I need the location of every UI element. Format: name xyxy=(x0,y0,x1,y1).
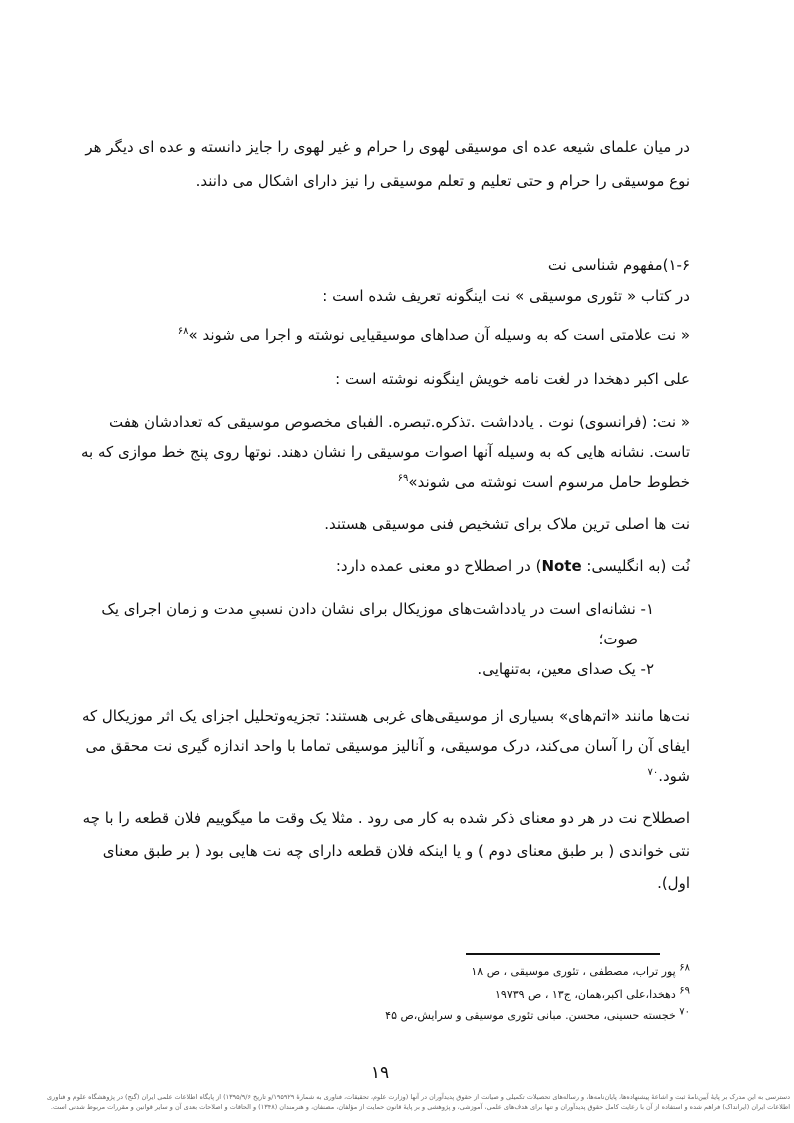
usage-line-2: نتی خواندی ( بر طبق معنای دوم ) و یا اینکه فلان قطعه دارای چه نت هایی بود ( بر طبق معنای xyxy=(102,842,690,860)
atoms-line-3 xyxy=(98,761,690,791)
definition-list xyxy=(98,594,654,684)
footnote-divider xyxy=(466,953,660,955)
atoms-line-1: نت‌ها مانند «اتم‌های» بسیاری از موسیقی‌های غربی هستند: تجزیه‌وتحلیل اجزای یک اثر موزیکال که xyxy=(81,707,690,725)
book-definition-intro: در کتاب « تئوری موسیقی » نت اینگونه تعریف شده است : xyxy=(322,287,690,305)
dehkhoda-quote-line-3 xyxy=(98,467,690,497)
dehkhoda-quote-text: خطوط حامل مرسوم است نوشته می شوند» xyxy=(408,473,690,491)
usage-line-1: اصطلاح نت در هر دو معنای ذکر شده به کار می رود . مثلا یک وقت ما میگوییم فلان قطعه را با چه xyxy=(82,809,690,827)
footnote-68 xyxy=(290,961,690,983)
list-item-2: ۲- یک صدای معین، به‌تنهایی. xyxy=(477,660,654,678)
atoms-line-2: ایفای آن را آسان می‌کند، درک موسیقی، و آنالیز موسیقی تماما با واحد اندازه گیری نت محقق می xyxy=(85,737,690,755)
copyright-footer-line-1: دسترسی به این مدرک بر پایهٔ آیین‌نامهٔ ثبت و اشاعهٔ پیشنهاده‌ها، پایان‌نامه‌ها، و رساله‌های تحصیلات تکمیلی و صیانت از حقوق پدیدآوران در آنها (وزارت علوم، تحقیقات، فناوری به شمارهٔ ۱۹۵۹۲۹/و تاریخ ۱۳۹۵/۹/۶) از پایگاه اطلاعات علمی ایران (گنج) در پژوهشگاه علوم و فناوری xyxy=(46,1093,790,1101)
note-english-definition xyxy=(98,551,690,581)
section-heading: ۱-۶)مفهوم شناسی نت xyxy=(547,256,690,274)
footnote-text: خجسته حسینی، محسن. مبانی تئوری موسیقی و سرایش،ص ۴۵ xyxy=(385,1009,676,1022)
footnote-number: ۶۸ xyxy=(679,962,690,974)
footnote-number: ۶۹ xyxy=(679,985,690,997)
note-suffix: ) در اصطلاح دو معنی عمده دارد: xyxy=(335,557,542,575)
note-english-word: Note xyxy=(541,557,582,575)
footnote-ref-69: ۶۹ xyxy=(397,473,409,484)
list-item-1-line-2: صوت؛ xyxy=(598,630,638,648)
footnote-70 xyxy=(290,1005,690,1027)
footnote-ref-68: ۶۸ xyxy=(177,326,189,337)
dehkhoda-quote-line-1: « نت: (فرانسوی) نوت . یادداشت .تذکره.تبصره. الفبای مخصوص موسیقی که تعدادشان هفت xyxy=(108,413,690,431)
core-statement: نت ها اصلی ترین ملاک برای تشخیص فنی موسیقی هستند. xyxy=(324,515,690,533)
book-quote-text: « نت علامتی است که به وسیله آن صداهای موسیقیایی نوشته و اجرا می شوند » xyxy=(188,326,690,344)
page-number: ۱۹ xyxy=(370,1063,390,1083)
book-quote xyxy=(98,320,690,350)
footnote-ref-70: ۷۰ xyxy=(647,767,659,778)
usage-line-3: اول). xyxy=(657,874,690,892)
dehkhoda-intro: علی اکبر دهخدا در لغت نامه خویش اینگونه نوشته است : xyxy=(335,370,690,388)
footnote-69 xyxy=(290,984,690,1006)
intro-line-1: در میان علمای شیعه عده ای موسیقی لهوی را حرام و غیر لهوی را جایز دانسته و عده ای دیگر هر xyxy=(85,138,690,156)
copyright-footer-line-2: اطلاعات ایران (ایرانداک) فراهم شده و استفاده از آن با رعایت کامل حقوق پدیدآوران و تنها برای هدف‌های علمی، آموزشی، و پژوهشی و بر پایهٔ قانون حمایت از مؤلفان، مصنفان، و هنرمندان (۱۳۴۸) و الحاقات و اصلاحات بعدی آن و سایر قوانین و مقررات مربوط شدنی است. xyxy=(50,1103,790,1111)
footnote-text: دهخدا،علی اکبر،همان، ج۱۳ ، ص ۱۹۷۳۹ xyxy=(495,988,676,1001)
intro-line-2: نوع موسیقی را حرام و حتی تعلیم و تعلم موسیقی را نیز دارای اشکال می دانند. xyxy=(195,172,690,190)
footnote-text: پور تراب، مصطفی ، تئوری موسیقی ، ص ۱۸ xyxy=(471,965,676,978)
note-prefix: نُت (به انگلیسی: xyxy=(581,557,690,575)
footnote-number: ۷۰ xyxy=(679,1006,690,1018)
list-item-1-line-1: ۱- نشانه‌ای است در یادداشت‌های موزیکال برای نشان دادن نسبیِ مدت و زمان اجرای یک xyxy=(101,600,654,618)
dehkhoda-quote-line-2: تاست. نشانه هایی که به وسیله آنها اصوات موسیقی را نشان دهند. نوتها روی پنج خط موازی که به xyxy=(81,443,690,461)
atoms-text-end: شود. xyxy=(658,767,690,785)
